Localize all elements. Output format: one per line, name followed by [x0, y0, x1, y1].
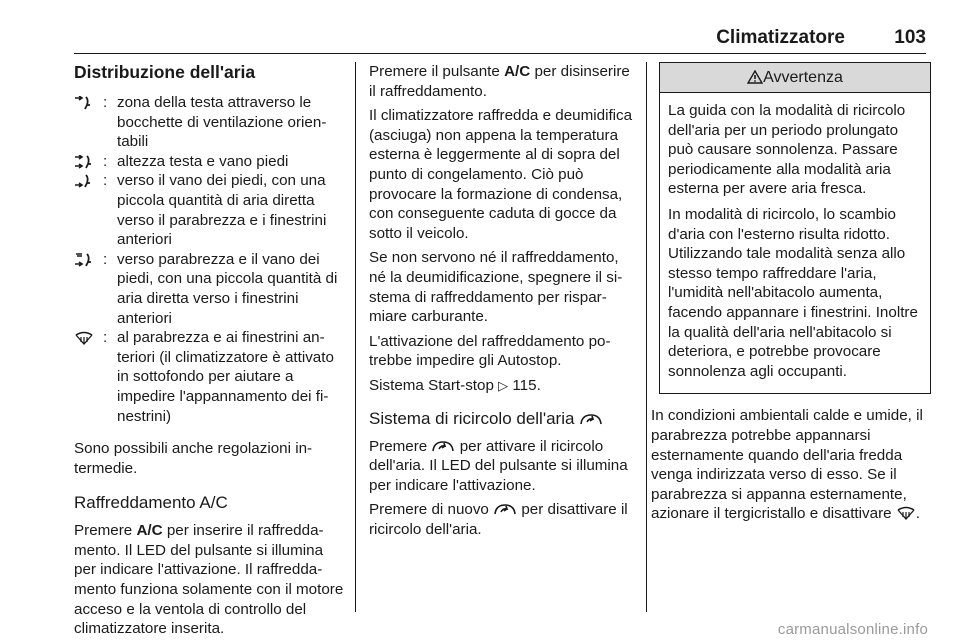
warning-triangle-icon [747, 69, 763, 86]
chapter-title: Climatizzatore [716, 27, 845, 48]
defrost-icon [74, 328, 103, 348]
list-item-text: verso il vano dei piedi, con una piccola quantità di aria diretta verso il parabrezza e i finestrini anteriori [117, 172, 327, 249]
list-item: : verso parabrezza e il vano dei piedi, con una piccola quantità di aria diretta verso i finestrini anteriori [74, 250, 346, 328]
column-2 [369, 62, 637, 544]
save-fuel-paragraph: Se non servono né il raffreddamento, né la deumidificazione, spegnere il sistema di raffreddamento per risparmiare carburante. [369, 249, 623, 326]
warning-box [659, 62, 931, 394]
list-item-text: altezza testa e vano piedi [117, 152, 289, 170]
air-head-icon [74, 93, 103, 113]
air-distribution-list [74, 93, 346, 426]
recirculation-off-paragraph: Premere di nuovo per disattivare il ricircolo dell'aria. [369, 501, 628, 538]
list-item-text: al parabrezza e ai finestrini anteriori (il climatizzatore è attivato in sottofondo per aiutare a impedire l'appannamento dei finestrini) [117, 329, 334, 425]
page-reference-arrow-icon: ▷ [498, 377, 509, 393]
list-item: : verso il vano dei piedi, con una piccola quantità di aria diretta verso il parabrezza e i finestrini anteriori [74, 171, 346, 249]
recirculation-icon [579, 409, 603, 428]
section-heading-ac-cooling: Raffreddamento A/C [74, 493, 228, 513]
page-number: 103 [894, 27, 926, 48]
recirculation-on-paragraph: Premere per attivare il ricircolo dell'aria. Il LED del pulsante si illumina per indicare l'attivazione. [369, 437, 628, 494]
warning-paragraph: In modalità di ricircolo, lo scambio d'aria con l'esterno risulta ridotto. Utilizzando tale modalità senza allo stesso tempo raffreddare l'aria, l'umidità nell'abitacolo aumenta, facendo appannare i finestrini. Inoltre la qualità dell'aria nell'abitacolo si deteriora, e potrebbe provocare sonnolenza agli occupanti. [668, 205, 918, 380]
defrost-icon [896, 505, 916, 522]
warning-title: Avvertenza [763, 69, 843, 86]
start-stop-reference: Sistema Start-stop ▷ 115. [369, 376, 541, 394]
autostop-paragraph: L'attivazione del raffreddamento potrebbe impedire gli Autostop. [369, 332, 611, 370]
ac-paragraph: Premere A/C per inserire il raffreddamento. Il LED del pulsante si illumina per indicare l'attivazione. Il raffreddamento funziona solamente con il motore acceso e la ventola di controllo del climatizzatore inserita. [74, 522, 344, 638]
dehumidify-paragraph: Il climatizzatore raffredda e deumidifica (asciuga) non appena la temperatura esterna è leggermente al di sopra del punto di congelamento. Ciò può provocare la formazione di condensa, con conseguente caduta di gocce da sotto il veicolo. [369, 107, 633, 242]
page-header [0, 0, 960, 58]
warning-header [660, 63, 930, 93]
warning-paragraph: La guida con la modalità di ricircolo dell'aria per un periodo prolungato può causare sonnolenza. Passare periodicamente alla modalità aria esterna per avere aria fresca. [668, 102, 906, 198]
column-divider-2 [646, 62, 647, 612]
recirculation-icon [431, 438, 455, 455]
watermark: carmanualsonline.info [777, 621, 928, 638]
section-heading-air-distribution: Distribuzione dell'aria [74, 62, 256, 82]
list-item-text: verso parabrezza e il vano dei piedi, con una piccola quantità di aria diretta verso i finestrini anteriori [117, 250, 338, 327]
list-item: : zona della testa attraverso le bocchette di ventilazione orientabili [74, 93, 346, 152]
air-head-feet-icon [74, 152, 103, 172]
recirculation-icon [493, 501, 517, 518]
list-item-text: zona della testa attraverso le bocchette di ventilazione orientabili [117, 94, 327, 151]
air-feet-icon [74, 171, 103, 191]
list-item: : al parabrezza e ai finestrini anteriori (il climatizzatore è attivato in sottofondo per aiutare a impedire l'appannamento dei finestrini) [74, 328, 346, 426]
regulations-paragraph: Sono possibili anche regolazioni intermedie. [74, 440, 313, 477]
list-item: : altezza testa e vano piedi [74, 152, 346, 172]
section-heading-recirculation: Sistema di ricircolo dell'aria [369, 408, 637, 429]
column-3 [649, 62, 929, 529]
air-windscreen-feet-icon [74, 250, 103, 270]
column-divider-1 [355, 62, 356, 612]
ac-button-label: A/C [504, 63, 531, 80]
ac-button-label: A/C [136, 522, 163, 540]
header-rule [74, 53, 926, 54]
column-1 [74, 62, 346, 644]
ac-off-paragraph: Premere il pulsante A/C per disinserire il raffreddamento. [369, 63, 630, 100]
defog-paragraph: In condizioni ambientali calde e umide, il parabrezza potrebbe appannarsi esternamente quando dell'aria fredda venga indirizzata verso di esso. Se il parabrezza si appanna esternamente, azionare il tergicristallo e disattivare . [651, 407, 923, 523]
warning-body [660, 93, 930, 393]
